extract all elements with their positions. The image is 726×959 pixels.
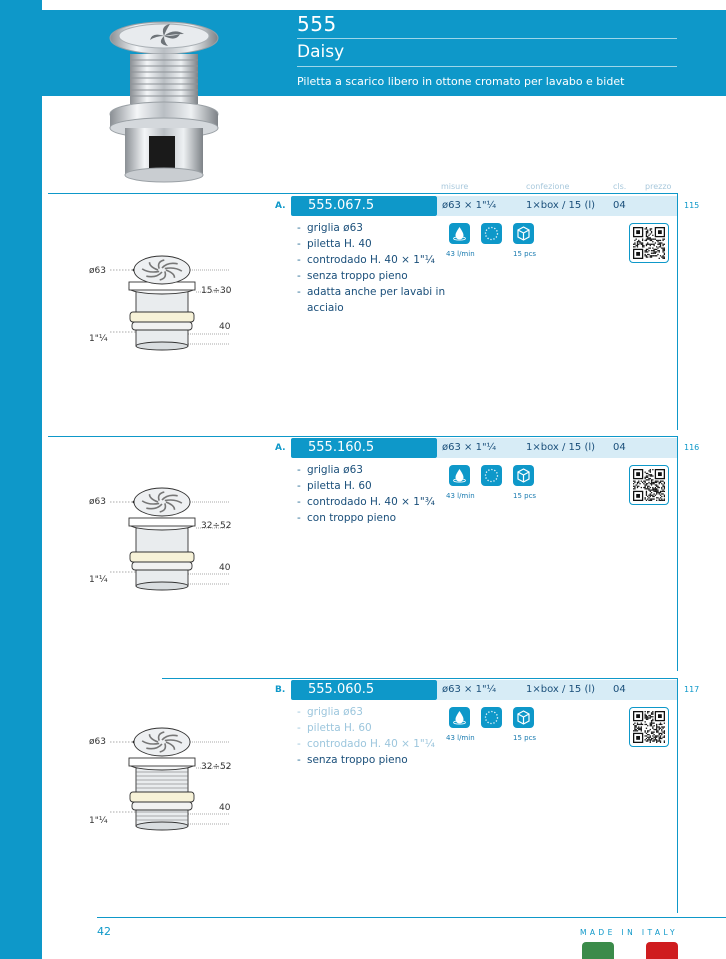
eu-stars-icon [481, 707, 502, 728]
feature-item: - controdado H. 40 × 1"¼ [297, 252, 445, 268]
box-caption: 15 pcs [513, 250, 537, 258]
left-color-strip [0, 0, 42, 959]
feature-item: - adatta anche per lavabi in [297, 284, 445, 300]
water-drop-icon [449, 707, 470, 728]
box-caption: 15 pcs [513, 734, 537, 742]
footer-divider [97, 917, 726, 918]
product-info-bar [437, 680, 677, 700]
box-icon [513, 223, 534, 244]
feature-item: - senza troppo pieno [297, 268, 445, 284]
italy-flag-green [582, 942, 614, 959]
section-border [677, 193, 678, 430]
italy-flag-red [646, 942, 678, 959]
qr-code[interactable] [629, 707, 669, 747]
product-letter: A. [275, 443, 286, 453]
feature-list [297, 462, 435, 526]
section-divider [48, 436, 677, 437]
feature-list [297, 704, 435, 768]
product-info-bar [437, 196, 677, 216]
page-number: 42 [97, 925, 111, 938]
header-divider [297, 66, 677, 67]
feature-item: - piletta H. 60 [297, 720, 435, 736]
dim-thread: 1"¼ [89, 575, 108, 585]
feature-item: - griglia ø63 [297, 220, 445, 236]
flow-caption: 43 l/min [446, 734, 475, 742]
dim-range: 32÷52 [201, 762, 232, 772]
column-label-cls: cls. [613, 182, 627, 191]
dim-range: 32÷52 [201, 521, 232, 531]
column-label-confezione: confezione [526, 182, 570, 191]
product-size: ø63 × 1"¼ [442, 200, 497, 211]
water-drop-icon [449, 465, 470, 486]
feature-item: - controdado H. 40 × 1"¾ [297, 494, 435, 510]
product-letter: B. [275, 685, 286, 695]
series-description: Piletta a scarico libero in ottone cromato per lavabo e bidet [297, 75, 625, 88]
dim-height: 40 [219, 803, 231, 813]
product-info-bar [437, 438, 677, 458]
product-class: 04 [613, 684, 626, 695]
dim-diameter: ø63 [89, 266, 106, 276]
product-packaging: 1×box / 15 (l) [526, 442, 596, 453]
qr-code[interactable] [629, 465, 669, 505]
feature-item: - piletta H. 60 [297, 478, 435, 494]
page-reference: 116 [684, 443, 700, 452]
page-reference: 117 [684, 685, 700, 694]
feature-item: - senza troppo pieno [297, 752, 435, 768]
dim-range: 15÷30 [201, 286, 232, 296]
section-divider [48, 193, 677, 194]
product-packaging: 1×box / 15 (l) [526, 200, 596, 211]
page-reference: 115 [684, 201, 700, 210]
section-divider [162, 678, 677, 679]
product-letter: A. [275, 201, 286, 211]
section-border [677, 678, 678, 913]
section-border [677, 436, 678, 671]
column-label-misure: misure [441, 182, 469, 191]
feature-item: - griglia ø63 [297, 704, 435, 720]
feature-item: - piletta H. 40 [297, 236, 445, 252]
box-icon [513, 707, 534, 728]
feature-item: acciaio [307, 302, 344, 314]
technical-drawing [80, 250, 280, 360]
series-name: Daisy [297, 42, 345, 62]
made-in-italy-label: MADE IN ITALY [580, 928, 679, 937]
column-label-prezzo: prezzo [645, 182, 672, 191]
technical-drawing [80, 482, 280, 592]
product-hero-image [105, 18, 223, 184]
qr-code[interactable] [629, 223, 669, 263]
product-code: 555.067.5 [291, 196, 437, 216]
flow-caption: 43 l/min [446, 492, 475, 500]
series-code: 555 [297, 12, 337, 36]
dim-thread: 1"¼ [89, 334, 108, 344]
box-icon [513, 465, 534, 486]
dim-height: 40 [219, 322, 231, 332]
product-code: 555.160.5 [291, 438, 437, 458]
water-drop-icon [449, 223, 470, 244]
technical-drawing [80, 722, 280, 832]
feature-item: - con troppo pieno [297, 510, 435, 526]
product-class: 04 [613, 442, 626, 453]
dim-diameter: ø63 [89, 737, 106, 747]
feature-list [297, 220, 445, 316]
dim-diameter: ø63 [89, 497, 106, 507]
product-class: 04 [613, 200, 626, 211]
flow-caption: 43 l/min [446, 250, 475, 258]
feature-item: - griglia ø63 [297, 462, 435, 478]
product-size: ø63 × 1"¼ [442, 442, 497, 453]
box-caption: 15 pcs [513, 492, 537, 500]
eu-stars-icon [481, 223, 502, 244]
product-code: 555.060.5 [291, 680, 437, 700]
product-packaging: 1×box / 15 (l) [526, 684, 596, 695]
eu-stars-icon [481, 465, 502, 486]
product-size: ø63 × 1"¼ [442, 684, 497, 695]
dim-thread: 1"¼ [89, 816, 108, 826]
header-divider [297, 38, 677, 39]
feature-item: - controdado H. 40 × 1"¼ [297, 736, 435, 752]
dim-height: 40 [219, 563, 231, 573]
